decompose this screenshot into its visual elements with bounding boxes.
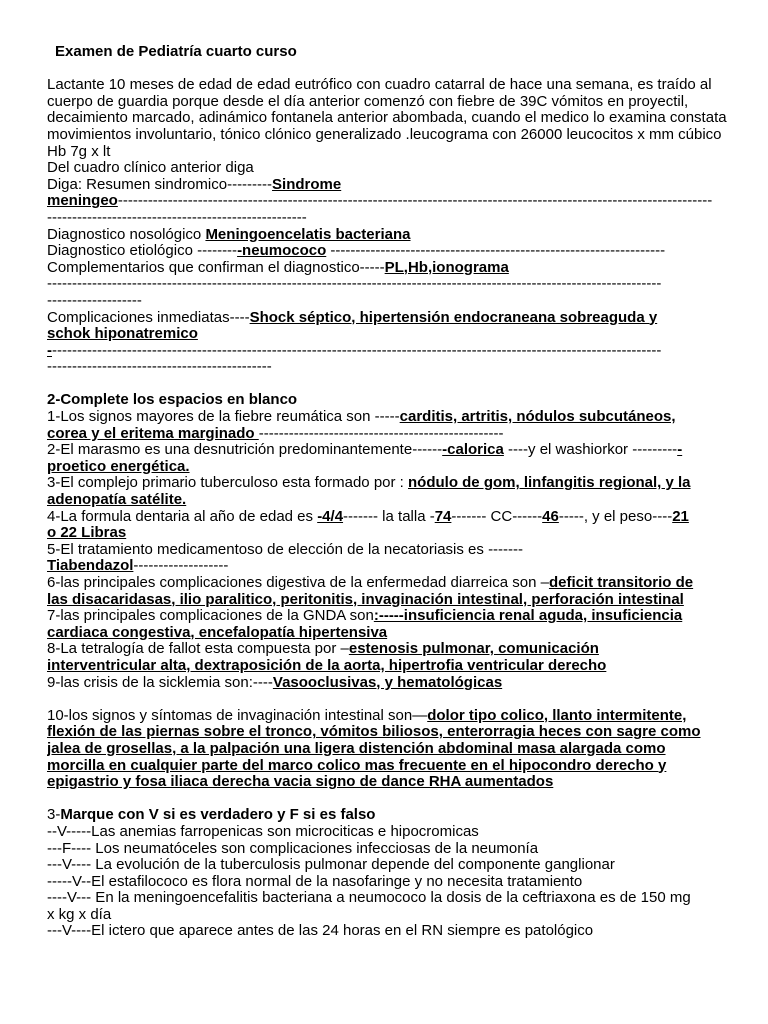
question-syndrome-continued bbox=[47, 193, 727, 210]
item-10 bbox=[47, 708, 727, 725]
item-9 bbox=[47, 675, 727, 692]
section-2-heading: 2-Complete los espacios en blanco bbox=[47, 392, 298, 409]
item-label: 8-La tetralogía de fallot esta compuesta por – bbox=[47, 641, 349, 658]
item-6-continued bbox=[47, 592, 727, 609]
answer-text: - bbox=[677, 442, 683, 459]
item-label: 4-La formula dentaria al año de edad es bbox=[47, 508, 318, 525]
answer-text: deficit transitorio de bbox=[548, 575, 694, 591]
answer-text: adenopatía satélite. bbox=[47, 492, 187, 509]
item-text: ------- CC------ bbox=[451, 508, 543, 525]
item-label: 2-El marasmo es una desnutrición predominantemente------ bbox=[47, 442, 443, 459]
item-10-continued-1: flexión de las piernas sobre el tronco, vómitos biliosos, enterorragia heces con sagre como bbox=[47, 724, 701, 741]
answer-text: corea y el eritema marginado bbox=[47, 425, 259, 442]
exam-document bbox=[47, 44, 727, 940]
fill-dashes-line: --------------------------------------------- bbox=[47, 359, 272, 376]
fill-dashes-line bbox=[47, 343, 727, 360]
answer-text: interventricular alta, dextraposición de la aorta, hipertrofia ventricular derecho bbox=[47, 657, 607, 674]
item-10-continued-3: morcilla en cualquier parte del marco colico mas frecuente en el hipocondro derecho y bbox=[47, 757, 667, 774]
item-7 bbox=[47, 608, 727, 625]
item-4 bbox=[47, 509, 727, 526]
answer-text: -4/4 bbox=[317, 508, 344, 525]
answer-text: 46 bbox=[542, 508, 559, 525]
item-label: 5-El tratamiento medicamentoso de elección de la necatoriasis es ------- bbox=[47, 541, 524, 558]
section-3-title: Marque con V si es verdadero y F si es falso bbox=[60, 807, 376, 824]
item-1-continued bbox=[47, 426, 727, 443]
item-10-continued-2: jalea de grosellas, a la palpación una ligera distención abdominal masa alargada como bbox=[47, 740, 666, 757]
item-4-continued bbox=[47, 525, 727, 542]
fill-dashes: ------------------------------------------------- bbox=[258, 425, 504, 442]
item-8 bbox=[47, 641, 727, 658]
item-2-continued bbox=[47, 459, 727, 476]
true-false-item: ---V---- La evolución de la tuberculosis pulmonar depende del componente ganglionar bbox=[47, 857, 615, 874]
exam-title: Examen de Pediatría cuarto curso bbox=[55, 44, 297, 60]
case-description: Lactante 10 meses de edad de edad eutrófico con cuadro catarral de hace una semana, es traído al cuerpo de guardia porque desde el día anterior comenzó con fiebre de 39C vómitos en proyectil, decaimiento marcado, adinámico fontanela anterior abombada, cuando el medico lo examina constata movimientos involuntario, tónico clónico generalizado .leucograma con 26000 leucocitos x mm cúbico Hb 7g x lt bbox=[47, 76, 727, 160]
question-label: Diga: Resumen sindromico--------- bbox=[47, 176, 273, 193]
item-label: 10-los signos y síntomas de invaginación intestinal son— bbox=[47, 707, 428, 724]
fill-dashes: ------------------------------------------------------------------- bbox=[326, 243, 666, 260]
item-5 bbox=[47, 542, 727, 559]
true-false-item: -----V--El estafilococo es flora normal de la nasofaringe y no necesita tratamiento bbox=[47, 873, 583, 890]
item-10-continued-4: epigastrio y fosa iliaca derecha vacia signo de dance RHA aumentados bbox=[47, 774, 554, 791]
answer-text: nódulo de gom, linfangitis regional, y la bbox=[408, 475, 691, 492]
question-label: Diagnostico nosológico bbox=[47, 226, 206, 243]
fill-dashes: ----------------------------------------------------------------------------------------------------------------------- bbox=[117, 193, 713, 210]
question-label: Complementarios que confirman el diagnostico----- bbox=[47, 259, 385, 276]
item-2 bbox=[47, 442, 727, 459]
answer-text: schok hiponatremico bbox=[47, 326, 198, 343]
fill-dashes: -------------------------------------------------------------------------------------------------------------------------- bbox=[52, 342, 662, 359]
answer-text: Sindrome bbox=[272, 176, 342, 193]
answer-text: meningeo bbox=[47, 193, 118, 210]
section-3-heading bbox=[47, 807, 727, 824]
true-false-item: --V-----Las anemias farropenicas son microciticas e hipocromicas bbox=[47, 823, 479, 840]
question-label: Complicaciones inmediatas---- bbox=[47, 309, 250, 326]
section-3-number: 3- bbox=[47, 807, 61, 824]
answer-text: proetico energética. bbox=[47, 458, 190, 475]
question-syndrome bbox=[47, 177, 727, 194]
item-label: 3-El complejo primario tuberculoso esta formado por : bbox=[47, 475, 408, 492]
answer-text: carditis, artritis, nódulos subcutáneos, bbox=[399, 409, 676, 426]
question-complications-continued bbox=[47, 326, 727, 343]
fill-dashes: ------------------- bbox=[133, 558, 229, 575]
true-false-item: ----V--- En la meningoencefalitis bacteriana a neumococo la dosis de la ceftriaxona es de 150 mg bbox=[47, 890, 691, 907]
item-text: ----y el washiorkor --------- bbox=[503, 442, 678, 459]
case-prompt: Del cuadro clínico anterior diga bbox=[47, 160, 254, 177]
answer-text: o 22 Libras bbox=[47, 525, 127, 542]
item-label: 9-las crisis de la sicklemia son:---- bbox=[47, 674, 273, 691]
item-6 bbox=[47, 575, 727, 592]
fill-dashes-line: ------------------- bbox=[47, 292, 142, 309]
answer-text: dolor tipo colico, llanto intermitente, bbox=[427, 707, 687, 724]
fill-dashes-line: --------------------------------------------------------------------------------------------------------------------------- bbox=[47, 276, 662, 293]
answer-text: -neumococo bbox=[237, 243, 327, 260]
answer-text: Shock séptico, hipertensión endocraneana sobreaguda y bbox=[249, 309, 658, 326]
item-text: -----, y el peso---- bbox=[558, 508, 673, 525]
true-false-item-continued: x kg x día bbox=[47, 906, 112, 923]
item-3-continued bbox=[47, 492, 727, 509]
question-complications bbox=[47, 310, 727, 327]
answer-text: -calorica bbox=[442, 442, 504, 459]
item-1 bbox=[47, 409, 727, 426]
answer-text: 74 bbox=[434, 508, 452, 525]
item-8-continued bbox=[47, 658, 727, 675]
answer-text: Vasooclusivas, y hematológicas bbox=[272, 674, 503, 691]
answer-text: cardiaca congestiva, encefalopatía hipertensiva bbox=[47, 624, 388, 641]
item-label: 7-las principales complicaciones de la GNDA son bbox=[47, 608, 374, 625]
answer-text: PL,Hb,ionograma bbox=[384, 259, 509, 276]
item-label: 6-las principales complicaciones digestiva de la enfermedad diarreica son – bbox=[47, 575, 549, 591]
question-etiologic bbox=[47, 243, 727, 260]
fill-dashes-line: ---------------------------------------------------- bbox=[47, 209, 307, 226]
item-5-continued bbox=[47, 558, 727, 575]
item-3 bbox=[47, 475, 727, 492]
item-label: 1-Los signos mayores de la fiebre reumática son ----- bbox=[47, 409, 400, 426]
question-complementary bbox=[47, 260, 727, 277]
item-text: ------- la talla - bbox=[343, 508, 435, 525]
question-label: Diagnostico etiológico -------- bbox=[47, 243, 238, 260]
true-false-item: ---F---- Los neumatóceles son complicaciones infecciosas de la neumonía bbox=[47, 840, 539, 857]
question-nosologic bbox=[47, 227, 727, 244]
answer-text: Meningoencelatis bacteriana bbox=[205, 226, 411, 243]
answer-text: las disacaridasas, ilio paralitico, peritonitis, invaginación intestinal, perforación intestinal bbox=[47, 591, 684, 608]
answer-text: :-----insuficiencia renal aguda, insuficiencia bbox=[373, 608, 683, 625]
answer-text: - bbox=[47, 342, 52, 359]
answer-text: 21 bbox=[672, 508, 689, 525]
answer-text: estenosis pulmonar, comunicación bbox=[348, 641, 599, 658]
answer-text: Tiabendazol bbox=[47, 558, 134, 575]
item-7-continued bbox=[47, 625, 727, 642]
true-false-item: ---V----El ictero que aparece antes de las 24 horas en el RN siempre es patológico bbox=[47, 923, 594, 940]
